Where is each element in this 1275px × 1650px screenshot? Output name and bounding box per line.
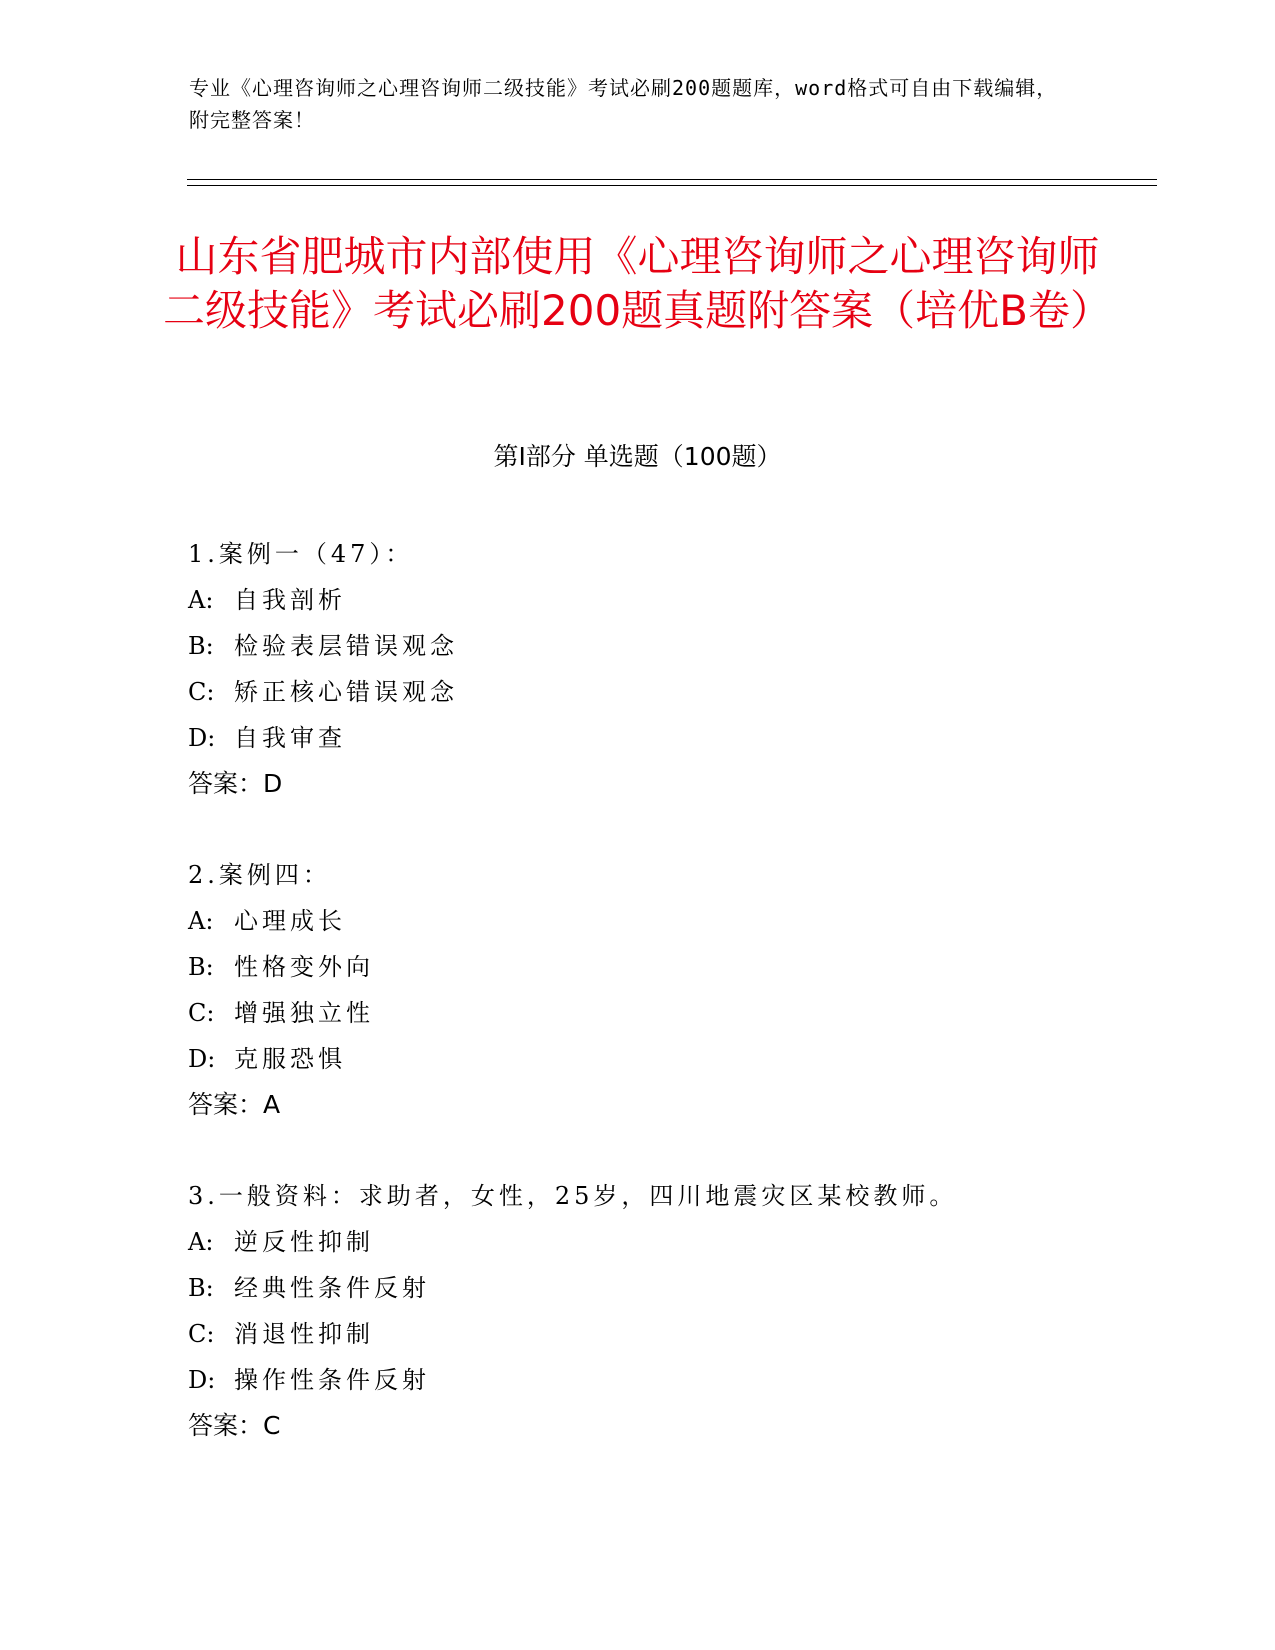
option-d: [188, 1036, 1088, 1082]
option-d: [188, 715, 1088, 761]
question-item: [188, 852, 1088, 1128]
question-item: [188, 531, 1088, 807]
document-header-note: 专业《心理咨询师之心理咨询师二级技能》考试必刷200题题库，word格式可自由下载编辑，附完整答案！: [189, 76, 1058, 132]
answer-label: 答案：: [188, 769, 264, 798]
answer-value: A: [263, 1090, 281, 1119]
option-text: 矫正核心错误观念: [234, 678, 458, 706]
question-stem: 3.一般资料：求助者，女性，25岁，四川地震灾区某校教师。: [188, 1182, 958, 1210]
option-key: B:: [188, 632, 214, 660]
option-a: [188, 1219, 1088, 1265]
option-key: A:: [188, 586, 214, 614]
option-key: D:: [188, 1366, 216, 1394]
document-title: 山东省肥城市内部使用《心理咨询师之心理咨询师二级技能》考试必刷200题真题附答案（培优B卷）: [163, 232, 1112, 335]
question-stem: 1.案例一（47）：: [188, 540, 414, 568]
option-text: 自我剖析: [234, 586, 346, 614]
option-key: C:: [188, 999, 215, 1027]
option-text: 自我审查: [234, 724, 346, 752]
option-text: 检验表层错误观念: [234, 632, 458, 660]
option-key: B:: [188, 953, 214, 981]
option-a: [188, 577, 1088, 623]
option-c: [188, 669, 1088, 715]
option-text: 逆反性抑制: [234, 1228, 374, 1256]
question-item: [188, 1173, 1088, 1449]
answer-line: [188, 1082, 1088, 1128]
question-stem: 2.案例四：: [188, 861, 331, 889]
option-b: [188, 1265, 1088, 1311]
answer-line: [188, 761, 1088, 807]
option-key: A:: [188, 1228, 214, 1256]
option-b: [188, 623, 1088, 669]
answer-line: [188, 1403, 1088, 1449]
option-text: 增强独立性: [234, 999, 374, 1027]
option-key: D:: [188, 1045, 216, 1073]
option-a: [188, 898, 1088, 944]
answer-label: 答案：: [188, 1411, 264, 1440]
answer-value: C: [263, 1411, 281, 1440]
option-key: A:: [188, 907, 214, 935]
option-text: 克服恐惧: [234, 1045, 346, 1073]
option-c: [188, 1311, 1088, 1357]
answer-label: 答案：: [188, 1090, 264, 1119]
answer-value: D: [263, 769, 283, 798]
header-divider-top: [187, 179, 1157, 180]
option-text: 心理成长: [234, 907, 346, 935]
section-heading: 第Ⅰ部分 单选题（100题）: [493, 442, 782, 471]
option-text: 操作性条件反射: [234, 1366, 430, 1394]
option-c: [188, 990, 1088, 1036]
question-list: [188, 531, 1088, 1494]
option-d: [188, 1357, 1088, 1403]
option-key: B:: [188, 1274, 214, 1302]
option-b: [188, 944, 1088, 990]
option-key: C:: [188, 1320, 215, 1348]
option-key: C:: [188, 678, 215, 706]
option-text: 消退性抑制: [234, 1320, 374, 1348]
option-text: 经典性条件反射: [234, 1274, 430, 1302]
option-text: 性格变外向: [234, 953, 374, 981]
option-key: D:: [188, 724, 216, 752]
header-divider-bottom: [187, 185, 1157, 186]
